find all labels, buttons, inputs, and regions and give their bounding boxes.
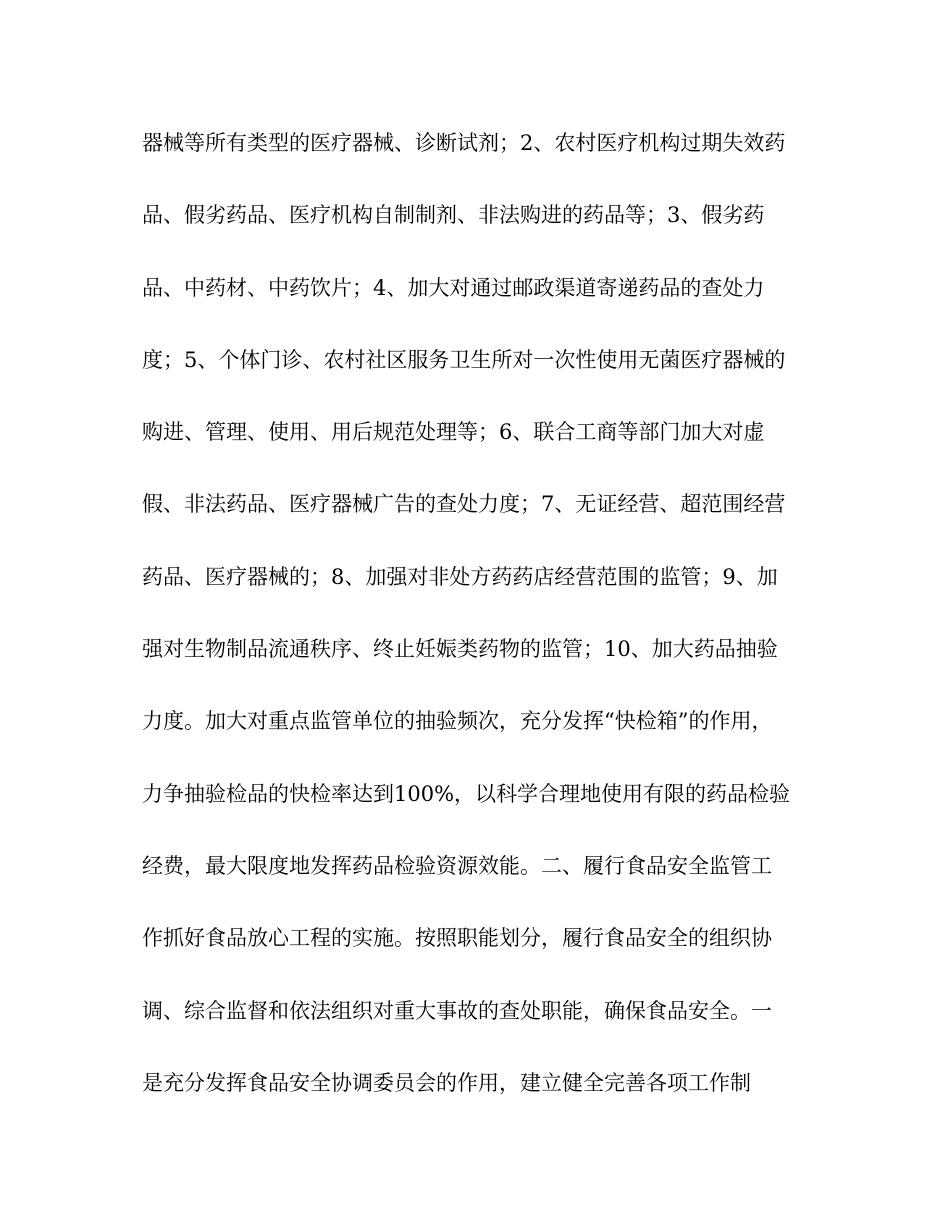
text-line: 器械等所有类型的医疗器械、诊断试剂；2、农村医疗机构过期失效药: [142, 131, 786, 155]
text-line: 经费，最大限度地发挥药品检验资源效能。二、履行食品安全监管工: [142, 853, 772, 878]
text-line: 品、假劣药品、医疗机构自制制剂、非法购进的药品等；3、假劣药: [142, 203, 765, 228]
text-line: 购进、管理、使用、用后规范处理等；6、联合工商等部门加大对虚: [142, 420, 765, 445]
text-line: 力度。加大对重点监管单位的抽验频次，充分发挥“快检箱”的作用，: [142, 709, 773, 734]
text-line: 是充分发挥食品安全协调委员会的作用，建立健全完善各项工作制: [142, 1070, 751, 1095]
text-line: 药品、医疗器械的；8、加强对非处方药药店经营范围的监管；9、加: [142, 564, 778, 589]
text-line: 作抓好食品放心工程的实施。按照职能划分，履行食品安全的组织协: [142, 926, 772, 951]
document-body: [142, 125, 812, 1137]
text-line: 品、中药材、中药饮片；4、加大对通过邮政渠道寄递药品的查处力: [142, 275, 765, 300]
text-line: 调、综合监督和依法组织对重大事故的查处职能，确保食品安全。一: [142, 998, 772, 1023]
text-line: 强对生物制品流通秩序、终止妊娠类药物的监管；10、加大药品抽验: [142, 637, 778, 662]
text-line: 假、非法药品、医疗器械广告的查处力度；7、无证经营、超范围经营: [142, 492, 786, 517]
text-line: 力争抽验检品的快检率达到100%，以科学合理地使用有限的药品检验: [142, 781, 791, 806]
text-line: 度；5、个体门诊、农村社区服务卫生所对一次性使用无菌医疗器械的: [142, 347, 786, 372]
